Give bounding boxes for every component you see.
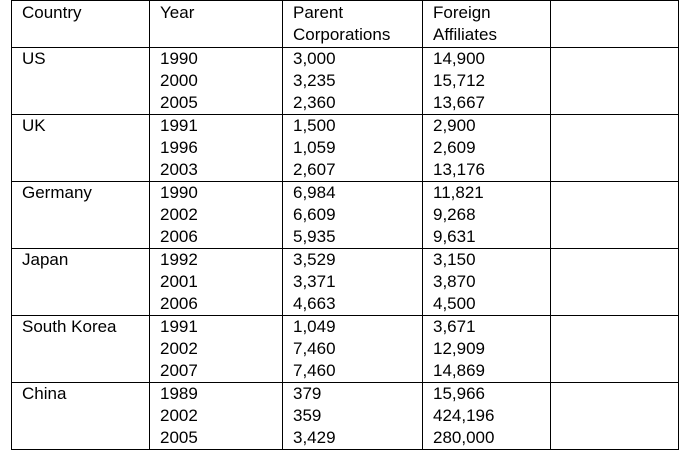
country-name: China: [22, 384, 67, 403]
table-row: [12, 48, 679, 115]
parent-corporations-value: 1,049: [293, 317, 336, 336]
year-cell: [150, 383, 283, 450]
country-name: South Korea: [22, 317, 117, 336]
data-table: [11, 0, 679, 450]
foreign-affiliates-value: 11,821: [433, 183, 484, 202]
parent-corporations-value: 3,529: [293, 250, 336, 269]
foreign-affiliates-cell: [423, 115, 551, 182]
table-row: [12, 115, 679, 182]
foreign-affiliates-value: 15,966: [433, 384, 485, 403]
header-row: [12, 1, 679, 48]
header-year: [150, 1, 283, 48]
year-value: 1989: [160, 384, 198, 403]
foreign-affiliates-cell: [423, 249, 551, 316]
table-row: [12, 249, 679, 316]
year-value: 1990: [160, 183, 198, 202]
header-year-label: Year: [160, 3, 195, 22]
parent-corporations-value: 3,371: [293, 272, 336, 291]
year-cell: [150, 48, 283, 115]
parent-corporations-cell: [283, 182, 423, 249]
foreign-affiliates-value: 14,869: [433, 361, 485, 380]
country-cell: [12, 249, 150, 316]
year-value: 2005: [160, 428, 198, 447]
empty-cell: [551, 48, 679, 115]
parent-corporations-value: 1,500: [293, 116, 336, 135]
parent-corporations-value: 379: [293, 384, 322, 403]
foreign-affiliates-value: 280,000: [433, 428, 495, 447]
year-value: 2005: [160, 93, 198, 112]
table-row: [12, 383, 679, 450]
parent-corporations-value: 7,460: [293, 339, 336, 358]
parent-corporations-value: 4,663: [293, 294, 336, 313]
year-value: 2002: [160, 205, 198, 224]
foreign-affiliates-cell: [423, 48, 551, 115]
parent-corporations-value: 3,429: [293, 428, 336, 447]
year-value: 1991: [160, 116, 198, 135]
year-value: 2002: [160, 406, 198, 425]
foreign-affiliates-value: 12,909: [433, 339, 485, 358]
foreign-affiliates-cell: [423, 383, 551, 450]
country-name: Japan: [22, 250, 69, 269]
header-foreign-line2: Affiliates: [433, 25, 497, 44]
foreign-affiliates-value: 2,609: [433, 138, 476, 157]
foreign-affiliates-value: 2,900: [433, 116, 476, 135]
year-value: 1992: [160, 250, 198, 269]
header-empty: [551, 1, 679, 48]
country-cell: [12, 182, 150, 249]
empty-cell: [551, 383, 679, 450]
header-foreign-line1: Foreign: [433, 3, 491, 22]
country-name: UK: [22, 116, 46, 135]
foreign-affiliates-value: 3,870: [433, 272, 476, 291]
year-value: 2006: [160, 294, 198, 313]
parent-corporations-value: 3,000: [293, 49, 336, 68]
foreign-affiliates-value: 4,500: [433, 294, 476, 313]
year-value: 2003: [160, 160, 198, 179]
foreign-affiliates-value: 9,631: [433, 227, 476, 246]
parent-corporations-cell: [283, 316, 423, 383]
year-value: 2007: [160, 361, 198, 380]
country-cell: [12, 383, 150, 450]
empty-cell: [551, 316, 679, 383]
empty-cell: [551, 249, 679, 316]
foreign-affiliates-cell: [423, 182, 551, 249]
table-row: [12, 182, 679, 249]
foreign-affiliates-value: 9,268: [433, 205, 476, 224]
parent-corporations-value: 6,609: [293, 205, 336, 224]
parent-corporations-cell: [283, 48, 423, 115]
foreign-affiliates-value: 424,196: [433, 406, 495, 425]
foreign-affiliates-cell: [423, 316, 551, 383]
year-value: 2002: [160, 339, 198, 358]
parent-corporations-value: 5,935: [293, 227, 336, 246]
year-value: 1996: [160, 138, 198, 157]
parent-corporations-value: 7,460: [293, 361, 336, 380]
year-value: 1991: [160, 317, 198, 336]
table-body: [12, 48, 679, 450]
year-cell: [150, 249, 283, 316]
foreign-affiliates-value: 14,900: [433, 49, 485, 68]
country-cell: [12, 115, 150, 182]
header-foreign-affiliates: [423, 1, 551, 48]
header-parent-corporations: [283, 1, 423, 48]
empty-cell: [551, 182, 679, 249]
year-cell: [150, 182, 283, 249]
parent-corporations-cell: [283, 249, 423, 316]
country-cell: [12, 316, 150, 383]
year-value: 2000: [160, 71, 198, 90]
parent-corporations-value: 359: [293, 406, 322, 425]
foreign-affiliates-value: 3,671: [433, 317, 476, 336]
empty-cell: [551, 115, 679, 182]
year-value: 2001: [160, 272, 198, 291]
table-row: [12, 316, 679, 383]
parent-corporations-cell: [283, 383, 423, 450]
foreign-affiliates-value: 3,150: [433, 250, 476, 269]
parent-corporations-cell: [283, 115, 423, 182]
country-name: Germany: [22, 183, 92, 202]
foreign-affiliates-value: 15,712: [433, 71, 485, 90]
foreign-affiliates-value: 13,176: [433, 160, 485, 179]
year-cell: [150, 316, 283, 383]
parent-corporations-value: 1,059: [293, 138, 336, 157]
parent-corporations-value: 6,984: [293, 183, 336, 202]
parent-corporations-value: 3,235: [293, 71, 336, 90]
header-parent-line2: Corporations: [293, 25, 391, 44]
foreign-affiliates-value: 13,667: [433, 93, 485, 112]
year-cell: [150, 115, 283, 182]
parent-corporations-value: 2,360: [293, 93, 336, 112]
country-cell: [12, 48, 150, 115]
country-name: US: [22, 49, 46, 68]
parent-corporations-value: 2,607: [293, 160, 336, 179]
header-country: [12, 1, 150, 48]
header-parent-line1: Parent: [293, 3, 344, 22]
header-country-label: Country: [22, 3, 82, 22]
year-value: 1990: [160, 49, 198, 68]
year-value: 2006: [160, 227, 198, 246]
